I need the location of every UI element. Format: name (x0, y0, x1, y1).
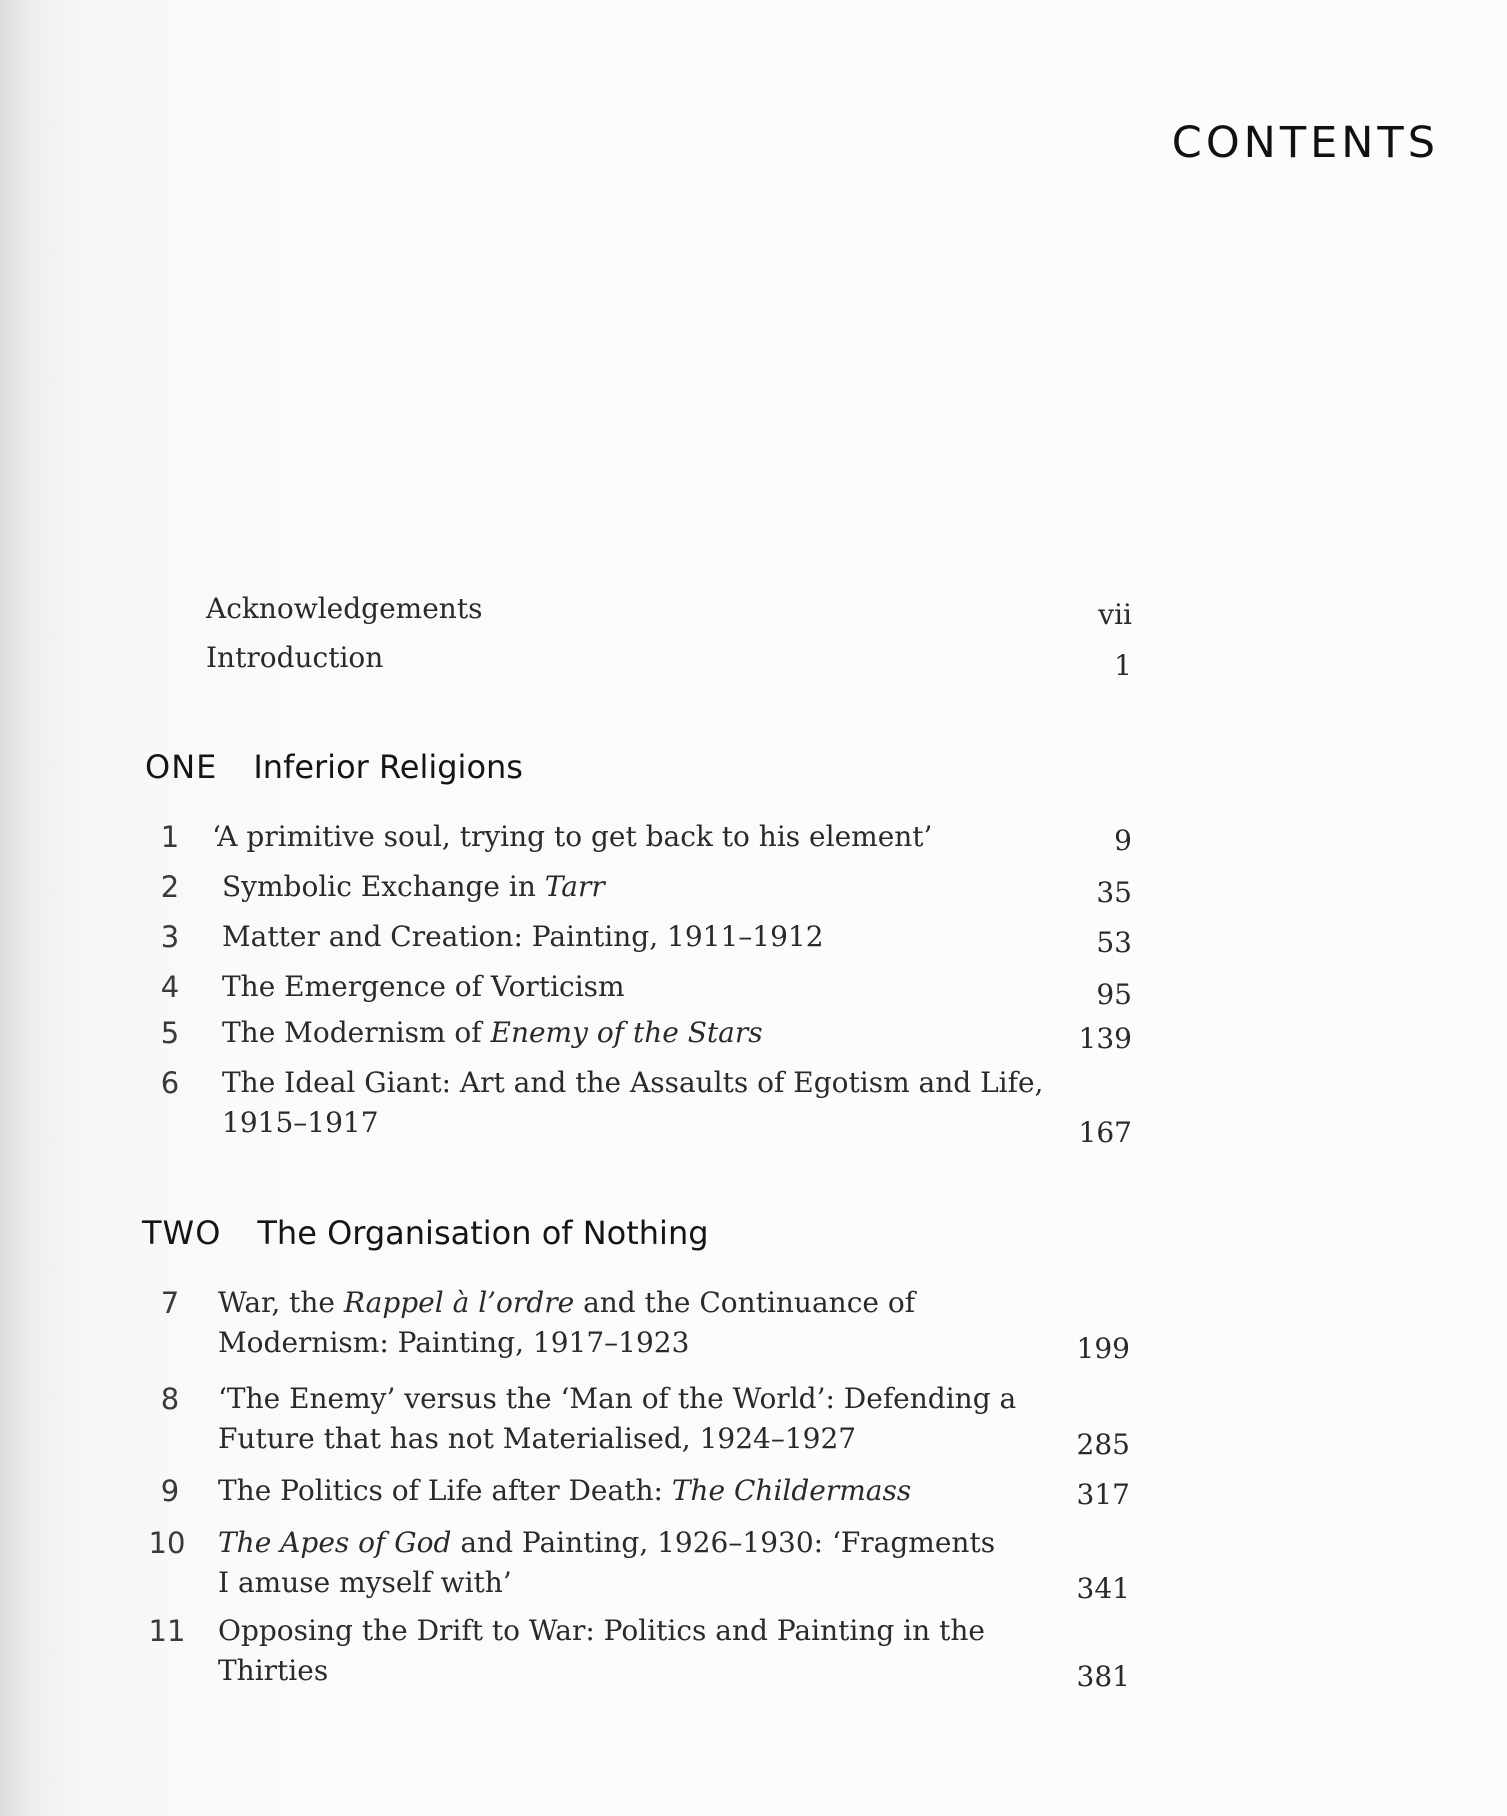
chapter-title-line-1: ‘The Enemy’ versus the ‘Man of the World’: Defending a (218, 1382, 1017, 1415)
toc-page-number: 1 (1114, 649, 1132, 682)
chapter-title-text: and the Continuance of (574, 1286, 916, 1319)
chapter-title-line-1 (218, 1286, 915, 1319)
toc-page-number: 95 (1096, 978, 1132, 1011)
toc-chapter-2[interactable] (0, 870, 1132, 914)
chapter-title-line-1: Opposing the Drift to War: Politics and Painting in the (218, 1614, 985, 1647)
toc-chapter-1[interactable] (0, 820, 1132, 864)
chapter-number: 7 (160, 1286, 180, 1320)
chapter-title-line-2: 1915–1917 (222, 1106, 379, 1139)
chapter-title-italic: Rappel à l’ordre (343, 1286, 575, 1319)
toc-page-number: 341 (1076, 1572, 1130, 1605)
chapter-title-line-2: Thirties (218, 1654, 329, 1687)
chapter-title: Matter and Creation: Painting, 1911–1912 (222, 920, 824, 953)
chapter-number: 8 (160, 1382, 180, 1416)
part-heading-two (142, 1214, 709, 1252)
toc-page-number: 381 (1076, 1660, 1130, 1693)
toc-page-number: 317 (1076, 1478, 1130, 1511)
chapter-title-line-2: Future that has not Materialised, 1924–1927 (218, 1422, 857, 1455)
part-heading-one (145, 748, 523, 786)
part-title: Inferior Religions (253, 748, 523, 786)
chapter-number: 2 (160, 870, 180, 904)
toc-front-acknowledgements[interactable] (0, 592, 1132, 632)
chapter-title-line-1: The Ideal Giant: Art and the Assaults of Egotism and Life, (222, 1066, 1044, 1099)
chapter-number: 11 (148, 1614, 186, 1648)
chapter-title-line-1 (218, 1526, 995, 1559)
chapter-number: 6 (160, 1066, 180, 1100)
chapter-number: 9 (160, 1474, 180, 1508)
chapter-title (218, 1474, 911, 1507)
toc-chapter-8[interactable] (0, 1382, 1132, 1472)
chapter-number: 5 (160, 1016, 180, 1050)
chapter-number: 3 (160, 920, 180, 954)
chapter-title-italic: Tarr (544, 870, 605, 903)
chapter-title-text: and Painting, 1926–1930: ‘Fragments (451, 1526, 996, 1559)
toc-entry-label: Acknowledgements (206, 592, 483, 625)
toc-chapter-4[interactable] (0, 970, 1132, 1014)
chapter-title-text: War, the (218, 1286, 344, 1319)
chapter-title-italic: The Apes of God (218, 1526, 452, 1559)
chapter-title (222, 1016, 763, 1049)
chapter-title-line-2: Modernism: Painting, 1917–1923 (218, 1326, 690, 1359)
chapter-title-italic: The Childermass (671, 1474, 912, 1507)
part-number: TWO (142, 1214, 222, 1252)
chapter-title: ‘A primitive soul, trying to get back to his element’ (212, 820, 933, 853)
chapter-title-text: The Modernism of (222, 1016, 491, 1049)
chapter-title: The Emergence of Vorticism (222, 970, 625, 1003)
part-number: ONE (145, 748, 218, 786)
toc-page-number: 139 (1078, 1022, 1132, 1055)
page-title: CONTENTS (1171, 118, 1439, 168)
chapter-title-text: The Politics of Life after Death: (218, 1474, 672, 1507)
toc-page-number: 167 (1078, 1116, 1132, 1149)
toc-chapter-10[interactable] (0, 1526, 1132, 1616)
toc-page-number: 199 (1076, 1332, 1130, 1365)
toc-chapter-11[interactable] (0, 1614, 1132, 1704)
chapter-title-italic: Enemy of the Stars (490, 1016, 763, 1049)
chapter-number: 10 (148, 1526, 186, 1560)
chapter-title (222, 870, 605, 903)
toc-page-number: vii (1098, 598, 1132, 631)
chapter-number: 1 (160, 820, 180, 854)
toc-chapter-6[interactable] (0, 1066, 1132, 1156)
chapter-title-text: Symbolic Exchange in (222, 870, 545, 903)
toc-page-number: 9 (1114, 824, 1132, 857)
toc-page-number: 35 (1096, 876, 1132, 909)
part-title: The Organisation of Nothing (257, 1214, 709, 1252)
toc-page-number: 53 (1096, 926, 1132, 959)
toc-chapter-5[interactable] (0, 1016, 1132, 1060)
chapter-number: 4 (160, 970, 180, 1004)
toc-entry-label: Introduction (206, 641, 384, 674)
toc-chapter-3[interactable] (0, 920, 1132, 964)
chapter-title-line-2: I amuse myself with’ (218, 1566, 512, 1599)
toc-front-introduction[interactable] (0, 641, 1132, 681)
toc-chapter-7[interactable] (0, 1286, 1132, 1376)
toc-chapter-9[interactable] (0, 1474, 1132, 1518)
toc-page-number: 285 (1076, 1428, 1130, 1461)
